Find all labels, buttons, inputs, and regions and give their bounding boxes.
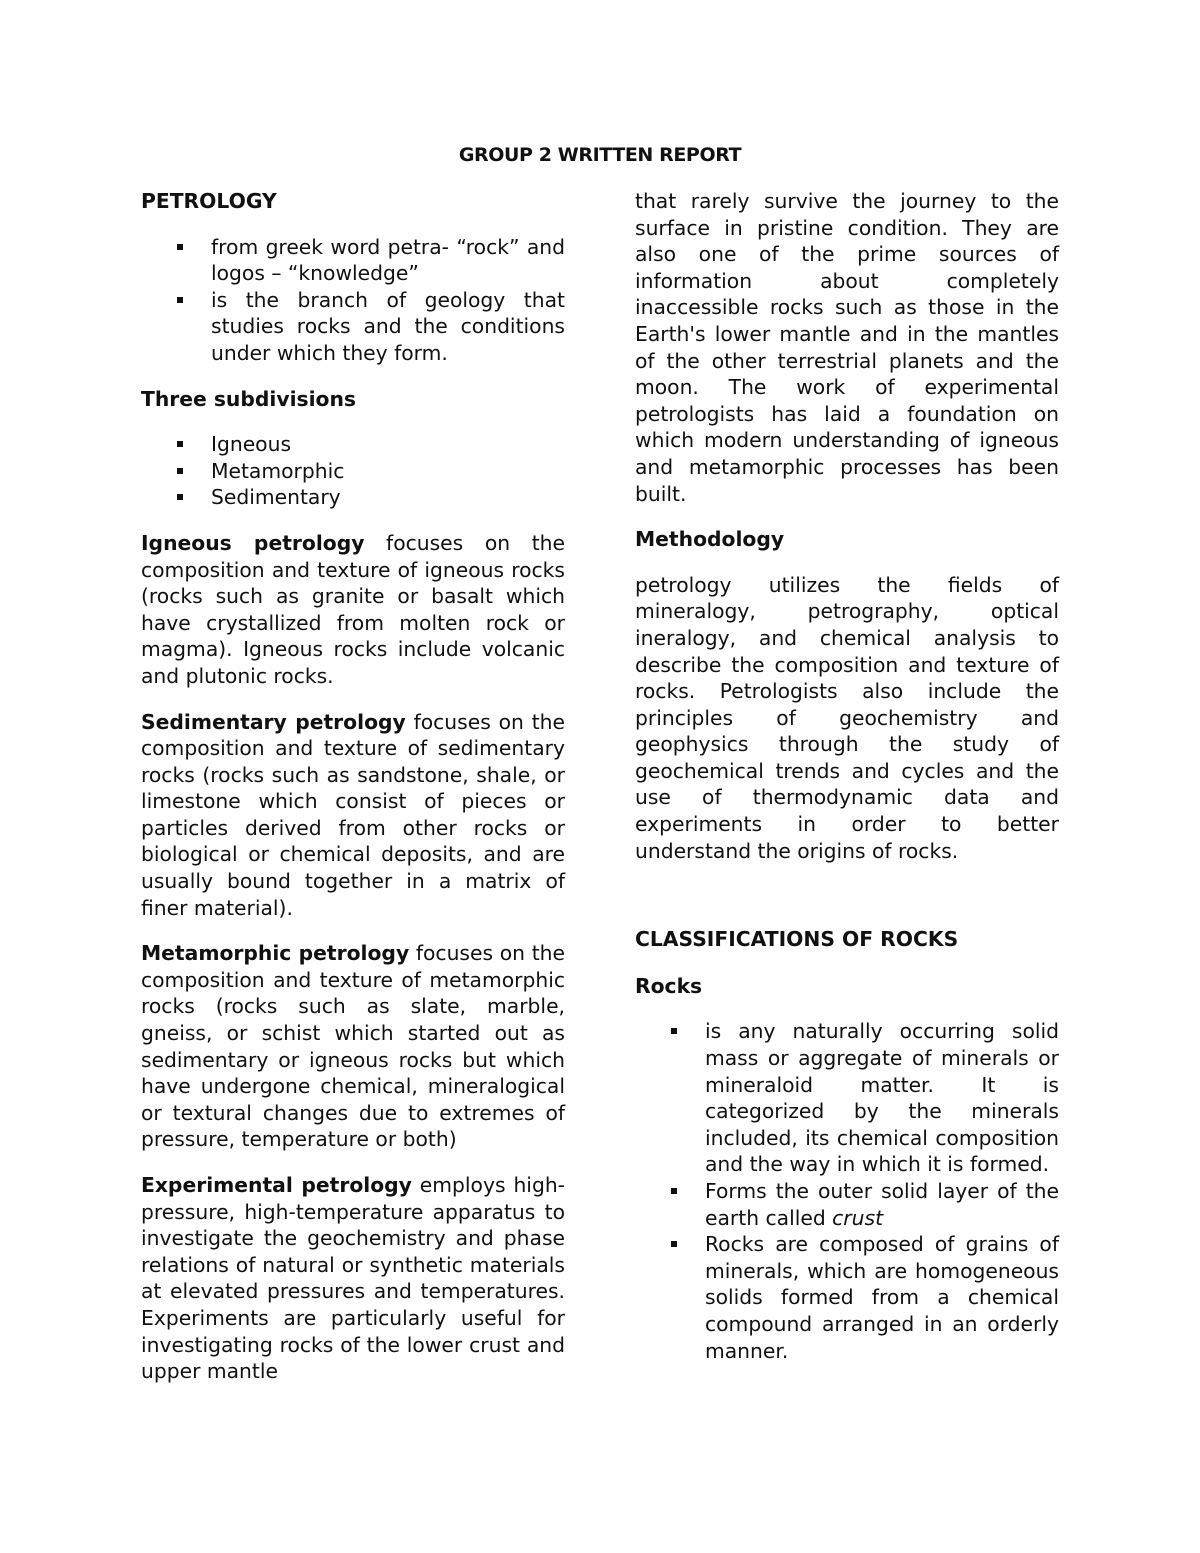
rocks-bullet-list [635,1018,1059,1364]
igneous-paragraph [141,530,565,690]
subdivisions-heading: Three subdivisions [141,386,356,411]
list-item: is any naturally occurring solid mass or aggregate of minerals or mineraloid matter. It is categorized by the minerals included, its chemical composition and the way in which it is formed. [635,1018,1059,1178]
metamorphic-text: focuses on the composition and texture of metamorphic rocks (rocks such as slate, marble, gneiss, or schist which started out as sedimentary or igneous rocks but which have undergone chemical, mineralogical or textural changes due to extremes of pressure, temperature or both) [141,941,565,1152]
list-item: Metamorphic [141,458,565,485]
sedimentary-text: focuses on the composition and texture of sedimentary rocks (rocks such as sandstone, shale, or limestone which consist of pieces or particles derived from other rocks or biological or chemical deposits, and are usually bound together in a matrix of finer material). [141,709,565,920]
methodology-paragraph: petrology utilizes the fields of mineralogy, petrography, optical ineralogy, and chemical analysis to describe the composition and texture of rocks. Petrologists also include the principles of geochemistry and geophysics through the study of geochemical trends and cycles and the use of thermodynamic data and experiments in order to better understand the origins of rocks. [635,572,1059,863]
list-item: from greek word petra- “rock” and logos – “knowledge” [141,234,565,287]
sedimentary-term: Sedimentary petrology [141,709,406,734]
petrology-bullet-list [141,234,565,367]
subdivisions-list [141,431,565,511]
sedimentary-paragraph [141,709,565,922]
igneous-text: focuses on the composition and texture of igneous rocks (rocks such as granite or basalt which have crystallized from molten rock or magma). Igneous rocks include volcanic and plutonic rocks. [141,530,565,688]
list-item [635,1178,1059,1231]
experimental-term: Experimental petrology [141,1173,412,1197]
list-item: is the branch of geology that studies rocks and the conditions under which they form. [141,287,565,367]
igneous-term: Igneous petrology [141,530,365,555]
methodology-heading: Methodology [635,527,785,552]
list-item: Igneous [141,431,565,458]
continuation-paragraph: that rarely survive the journey to the surface in pristine condition. They are also one of the prime sources of information about completely inaccessible rocks such as those in the Earth's lower mantle and in the mantles of the other terrestrial planets and the moon. The work of experimental petrologists has laid a foundation on which modern understanding of igneous and metamorphic processes has been built. [635,189,1059,506]
classifications-heading: CLASSIFICATIONS OF ROCKS [635,927,959,952]
list-item: Rocks are composed of grains of minerals, which are homogeneous solids formed from a chemical compound arranged in an orderly manner. [635,1231,1059,1364]
experimental-text: employs high-pressure, high-temperature apparatus to investigate the geochemistry and phase relations of natural or synthetic materials at elevated pressures and temperatures. Experiments are particularly useful for investigating rocks of the lower crust and upper mantle [141,1173,565,1384]
rocks-bullet-2-text: Forms the outer solid layer of the earth called [705,1179,1059,1230]
document-title: GROUP 2 WRITTEN REPORT [458,144,742,166]
right-column [635,188,1059,1383]
metamorphic-paragraph [141,940,565,1153]
crust-term: crust [832,1205,884,1230]
rocks-heading: Rocks [635,973,703,998]
metamorphic-term: Metamorphic petrology [141,941,410,966]
petrology-heading: PETROLOGY [141,189,277,213]
list-item: Sedimentary [141,484,565,511]
left-column [141,188,565,1404]
experimental-paragraph [141,1172,565,1385]
